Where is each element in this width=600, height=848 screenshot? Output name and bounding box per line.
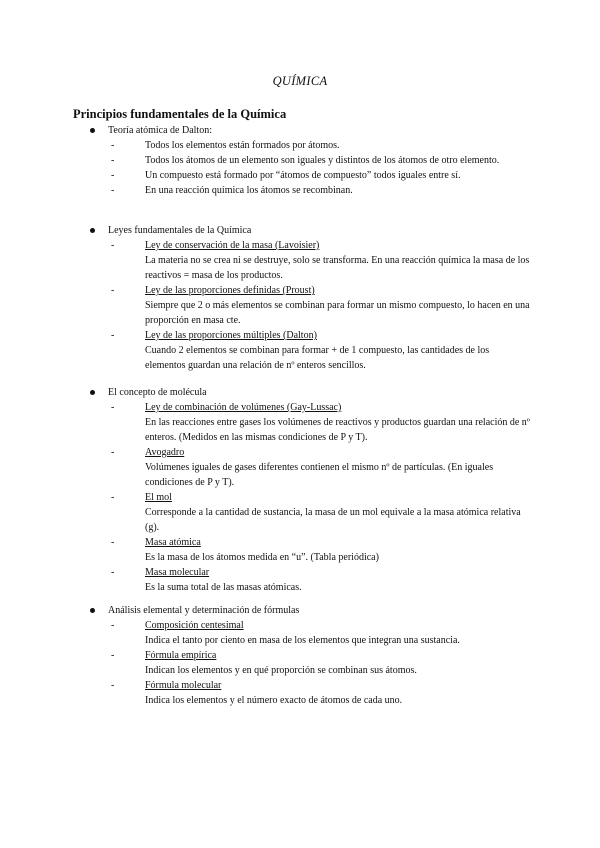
section-analisis — [90, 603, 530, 708]
item-text: Un compuesto está formado por “átomos de compuesto” todos iguales entre sí. — [145, 170, 461, 181]
list-item — [108, 565, 530, 595]
dash-icon: - — [111, 285, 115, 296]
item-text: La materia no se crea ni se destruye, solo se transforma. En una reacción química la masa de los reactivos = masa de los productos. — [145, 255, 530, 281]
item-text: Todos los elementos están formados por átomos. — [145, 140, 340, 151]
item-text: Indica los elementos y el número exacto de átomos de cada uno. — [145, 695, 403, 706]
dash-icon: - — [111, 402, 115, 413]
item-text: Todos los átomos de un elemento son iguales y distintos de los átomos de otro elemento. — [145, 155, 500, 166]
list-item — [108, 168, 530, 183]
item-text: Volúmenes iguales de gases diferentes contienen el mismo nº de partículas. (En iguales condiciones de P y T). — [145, 462, 494, 488]
item-title: Ley de conservación de la masa (Lavoisier) — [145, 240, 320, 251]
item-title: Fórmula empírica — [145, 650, 217, 661]
item-text: Siempre que 2 o más elementos se combinan para formar un mismo compuesto, lo hacen en una proporción en masa cte. — [145, 300, 530, 326]
item-text: En las reacciones entre gases los volúmenes de reactivos y productos guardan una relación de nº enteros. (Medidos en las mismas condiciones de P y T). — [145, 417, 530, 443]
list-item — [108, 138, 530, 153]
item-text: Es la suma total de las masas atómicas. — [145, 582, 302, 593]
bullet-dot-icon — [90, 128, 95, 133]
section-heading: Principios fundamentales de la Química — [73, 107, 287, 121]
item-title: Masa molecular — [145, 567, 210, 578]
item-text: Indican los elementos y en qué proporción se combinan sus átomos. — [145, 665, 417, 676]
list-item — [108, 400, 530, 445]
list-item — [108, 490, 530, 535]
item-text: Corresponde a la cantidad de sustancia, la masa de un mol equivale a la masa atómica relativa (g). — [145, 507, 521, 533]
dash-icon: - — [111, 447, 115, 458]
sub-list — [90, 618, 530, 708]
list-item — [108, 445, 530, 490]
section-dalton — [90, 123, 530, 198]
bullet-item — [90, 385, 530, 400]
dash-icon: - — [111, 650, 115, 661]
dash-icon: - — [111, 140, 115, 151]
list-item — [108, 678, 530, 708]
bullet-item — [90, 603, 530, 618]
dash-icon: - — [111, 537, 115, 548]
dash-icon: - — [111, 620, 115, 631]
item-title: Fórmula molecular — [145, 680, 222, 691]
dash-icon: - — [111, 330, 115, 341]
bullet-label: Análisis elemental y determinación de fórmulas — [108, 605, 300, 616]
list-item — [108, 648, 530, 678]
dash-icon: - — [111, 567, 115, 578]
item-title: Ley de las proporciones múltiples (Dalton) — [145, 330, 317, 341]
section-leyes — [90, 223, 530, 373]
sub-list — [90, 400, 530, 595]
item-title: Ley de combinación de volúmenes (Gay-Lussac) — [145, 402, 342, 413]
bullet-label: Teoría atómica de Dalton: — [108, 125, 212, 136]
item-text: En una reacción química los átomos se recombinan. — [145, 185, 353, 196]
list-item — [108, 283, 530, 328]
dash-icon: - — [111, 155, 115, 166]
item-text: Indica el tanto por ciento en masa de los elementos que integran una sustancia. — [145, 635, 460, 646]
item-title: El mol — [145, 492, 172, 503]
list-item — [108, 535, 530, 565]
dash-icon: - — [111, 240, 115, 251]
bullet-dot-icon — [90, 390, 95, 395]
item-text: Cuando 2 elementos se combinan para formar + de 1 compuesto, las cantidades de los elementos guardan una relación de nº enteros sencillos. — [145, 345, 490, 371]
section-molecula — [90, 385, 530, 595]
bullet-dot-icon — [90, 228, 95, 233]
bullet-item — [90, 123, 530, 138]
list-item — [108, 328, 530, 373]
item-title: Avogadro — [145, 447, 185, 458]
list-item — [108, 183, 530, 198]
bullet-dot-icon — [90, 608, 95, 613]
item-title: Masa atómica — [145, 537, 201, 548]
dash-icon: - — [111, 170, 115, 181]
dash-icon: - — [111, 680, 115, 691]
list-item — [108, 238, 530, 283]
bullet-label: Leyes fundamentales de la Química — [108, 225, 252, 236]
bullet-label: El concepto de molécula — [108, 387, 207, 398]
dash-icon: - — [111, 185, 115, 196]
page-title: QUÍMICA — [272, 74, 328, 88]
item-text: Es la masa de los átomos medida en “u”. (Tabla periódica) — [145, 552, 379, 563]
dash-icon: - — [111, 492, 115, 503]
item-title: Ley de las proporciones definidas (Proust) — [145, 285, 315, 296]
item-title: Composición centesimal — [145, 620, 244, 631]
list-item — [108, 153, 530, 168]
sub-list — [90, 138, 530, 198]
bullet-item — [90, 223, 530, 238]
list-item — [108, 618, 530, 648]
sub-list — [90, 238, 530, 373]
